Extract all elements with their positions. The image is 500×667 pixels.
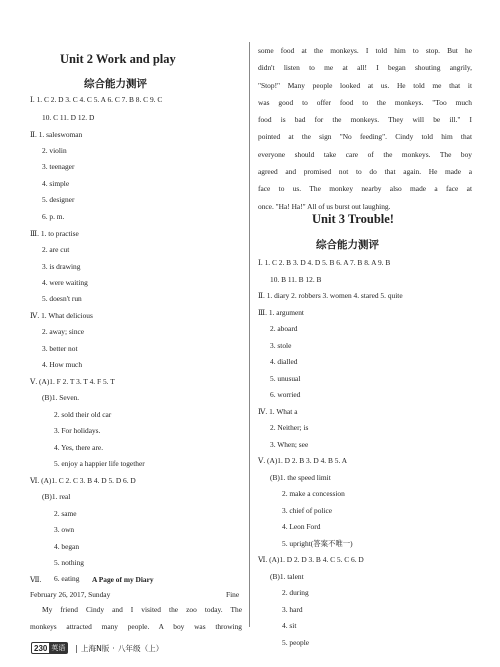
answer-line: 3. is drawing <box>42 262 81 271</box>
page-footer <box>31 642 163 654</box>
answer-line: 4. dialled <box>270 357 298 366</box>
answer-line: 2. make a concession <box>282 489 345 498</box>
answer-line: 6. worried <box>270 390 301 399</box>
answer-line: 3. better not <box>42 344 78 353</box>
answer-line: 2. sold their old car <box>54 410 112 419</box>
answer-line: 5. unusual <box>270 374 301 383</box>
answer-line: 4. sit <box>282 621 297 630</box>
essay-line: didn't listen to me at all! I began shouting angrily, <box>258 63 472 73</box>
essay-line: face to us. The monkey nearby also made a face at <box>258 184 472 194</box>
essay-line: My friend Cindy and I visited the zoo today. The <box>42 605 242 614</box>
unit-3-section-title: 综合能力测评 <box>316 239 379 251</box>
grade-label: 八年级（上） <box>117 643 164 653</box>
footer-separator: | <box>75 643 78 653</box>
answer-line: Ⅵ. (A)1. C 2. C 3. B 4. D 5. D 6. D <box>30 476 136 485</box>
answer-line: 3. stole <box>270 341 292 350</box>
page-number-box <box>31 642 68 654</box>
answer-line: Ⅰ. 1. C 2. B 3. D 4. D 5. B 6. A 7. B 8. A 9. B <box>258 258 391 267</box>
answer-line: 2. aboard <box>270 324 298 333</box>
answer-line: 4. simple <box>42 179 70 188</box>
answer-line: 10. B 11. B 12. B <box>270 275 322 284</box>
answer-line: 5. upright(答案不唯一) <box>282 539 353 548</box>
diary-text-continued <box>258 42 472 215</box>
answer-line: 2. violin <box>42 146 67 155</box>
answer-line: 4. were waiting <box>42 278 88 287</box>
answer-line: Ⅲ. 1. argument <box>258 308 304 317</box>
essay-line: was good to offer food to the monkeys. "Too much <box>258 97 472 107</box>
answer-line: 5. designer <box>42 195 75 204</box>
subject-badge: 英语 <box>51 644 66 652</box>
answer-line: 4. began <box>54 542 80 551</box>
answer-line: Ⅱ. 1. diary 2. robbers 3. women 4. stared 5. quite <box>258 291 403 300</box>
essay-line: agreed and promised not to do that again. He made a <box>258 167 472 177</box>
page-number: 230 <box>34 643 48 653</box>
essay-line: everyone should take care of the monkeys. The boy <box>258 149 472 159</box>
answer-line: Ⅵ. (A)1. D 2. D 3. B 4. C 5. C 6. D <box>258 555 364 564</box>
diary-title: A Page of my Diary <box>92 575 154 584</box>
unit-2-section-title: 综合能力测评 <box>84 78 147 90</box>
diary-weather: Fine <box>226 590 240 599</box>
edition-label: 上海N版 <box>80 643 110 653</box>
unit-2-title: Unit 2 Work and play <box>60 52 176 66</box>
column-divider <box>249 42 250 627</box>
footer-dot: · <box>112 643 115 653</box>
answer-line: Ⅱ. 1. saleswoman <box>30 130 83 139</box>
answer-line: 10. C 11. D 12. D <box>42 113 95 122</box>
answer-line: 6. p. m. <box>42 212 65 221</box>
answer-line: 4. How much <box>42 360 83 369</box>
answer-line: 4. Leon Ford <box>282 522 321 531</box>
answer-line: 5. nothing <box>54 558 84 567</box>
answer-line: Ⅴ. (A)1. F 2. T 3. T 4. F 5. T <box>30 377 115 386</box>
answer-line: 2. away; since <box>42 327 85 336</box>
answer-line: (B)1. talent <box>270 572 304 581</box>
essay-line: once. "Ha! Ha!" All of us burst out laughing. <box>258 201 391 211</box>
diary-text-start <box>30 601 242 636</box>
diary-date: February 26, 2017, Sunday <box>30 590 111 599</box>
answer-line: 4. Yes, there are. <box>54 443 104 452</box>
answer-line: Ⅰ. 1. C 2. D 3. C 4. C 5. A 6. C 7. B 8. C 9. C <box>30 95 163 104</box>
unit-3-title: Unit 3 Trouble! <box>312 212 394 226</box>
essay-line: pointed at the sign "No feeding". Cindy told him that <box>258 132 472 142</box>
answer-line: 5. people <box>282 638 310 647</box>
essay-line: some food at the monkeys. I told him to stop. But he <box>258 46 472 55</box>
essay-label: Ⅶ. <box>30 575 42 584</box>
answer-line: (B)1. Seven. <box>42 393 80 402</box>
answer-line: Ⅳ. 1. What a <box>258 407 298 416</box>
answer-line: Ⅳ. 1. What delicious <box>30 311 93 320</box>
answer-line: 3. For holidays. <box>54 426 101 435</box>
answer-line: 2. are cut <box>42 245 70 254</box>
answer-line: 3. hard <box>282 605 303 614</box>
answer-line: 5. doesn't run <box>42 294 82 303</box>
answer-line: 3. When; see <box>270 440 309 449</box>
answer-line: Ⅲ. 1. to practise <box>30 229 79 238</box>
essay-line: food is bad for the monkeys. They will be ill." I <box>258 115 472 125</box>
answer-line: (B)1. the speed limit <box>270 473 331 482</box>
answer-line: 6. eating <box>54 574 80 583</box>
answer-line: 3. own <box>54 525 75 534</box>
answer-line: 2. same <box>54 509 77 518</box>
answer-line: 3. chief of police <box>282 506 333 515</box>
answer-line: 5. enjoy a happier life together <box>54 459 145 468</box>
answer-line: 2. during <box>282 588 309 597</box>
answer-line: Ⅴ. (A)1. D 2. B 3. D 4. B 5. A <box>258 456 348 465</box>
answer-line: 3. teenager <box>42 162 75 171</box>
answer-line: (B)1. real <box>42 492 71 501</box>
essay-line: monkeys attracted many people. A boy was throwing <box>30 622 242 632</box>
essay-line: "Stop!" Many people looked at us. He told me that it <box>258 80 472 90</box>
answer-line: 2. Neither; is <box>270 423 309 432</box>
